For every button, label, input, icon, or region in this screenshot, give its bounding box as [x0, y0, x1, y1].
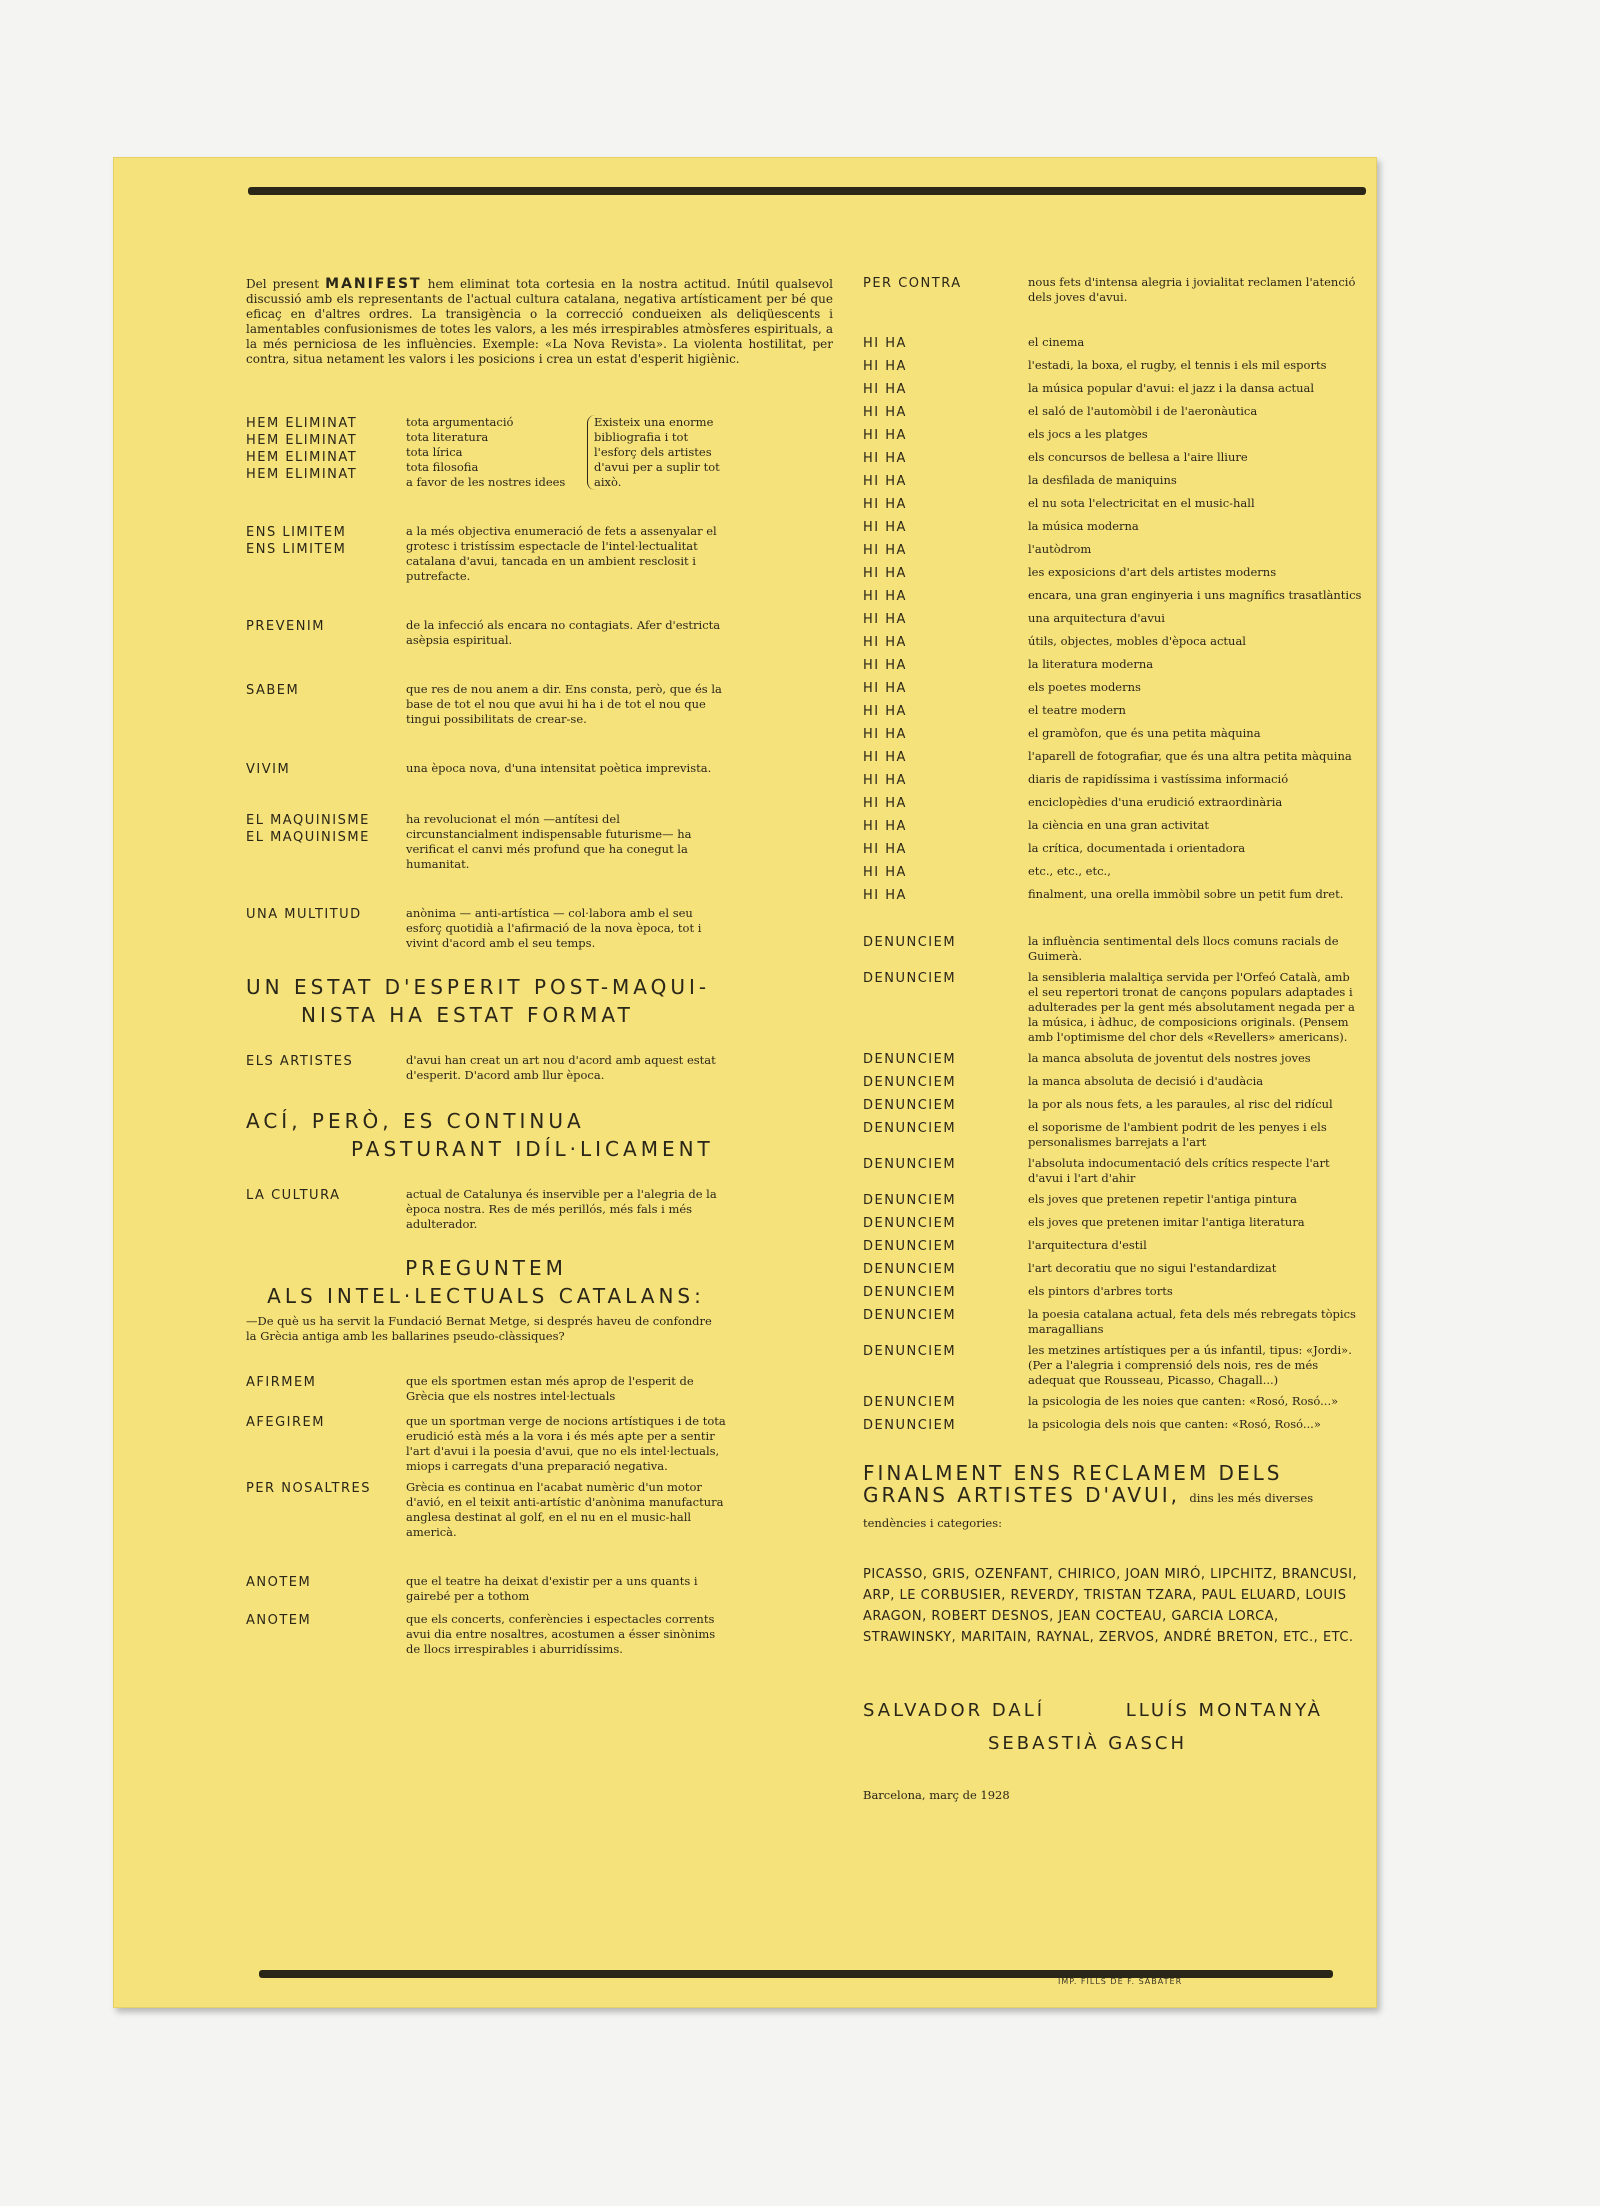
- hiha-item: el gramòfon, que és una petita màquina: [1028, 726, 1261, 740]
- afegirem-block: [246, 1414, 833, 1474]
- denunciem-row: [863, 1261, 1363, 1278]
- denunciem-item: l'absoluta indocumentació dels crítics respecte l'art d'avui i l'art d'ahir: [1028, 1156, 1330, 1185]
- anotem-text: que els concerts, conferències i espectacles corrents avui dia entre nosaltres, acostumen a ésser sinònims de llocs irrespirables i aburridíssims.: [406, 1612, 716, 1656]
- denunciem-label: DENUNCIEM: [863, 1098, 957, 1113]
- headline-line: PREGUNTEM: [405, 1256, 567, 1280]
- hiha-item: la ciència en una gran activitat: [1028, 818, 1209, 832]
- hiha-item: el nu sota l'electricitat en el music-hall: [1028, 496, 1255, 510]
- headline-line: PASTURANT IDÍL·LICAMENT: [351, 1137, 714, 1161]
- hiha-label: HI HA: [863, 428, 907, 443]
- vivim-label: VIVIM: [246, 762, 291, 777]
- limitem-text: a la més objectiva enumeració de fets a assenyalar el grotesc i tristíssim espectacle de l'intel·lectualitat catalana d'avui, tancada en un ambient resclosit i putrefacte.: [406, 524, 717, 583]
- hiha-item: la crítica, documentada i orientadora: [1028, 841, 1246, 855]
- denunciem-row: [863, 1307, 1363, 1337]
- hiha-list: [863, 335, 1363, 904]
- hiha-row: [863, 841, 1363, 858]
- afegirem-text: que un sportman verge de nocions artístiques i de tota erudició està més a la vora i és més apte per a sentir l'art d'avui i la poesia d'avui, que no els intel·lectuals, miops i carregats d'una preparació negativa.: [406, 1414, 726, 1473]
- denunciem-row: [863, 1074, 1363, 1091]
- denunciem-label: DENUNCIEM: [863, 1308, 957, 1323]
- preguntem-question: —De què us ha servit la Fundació Bernat Metge, si després haveu de confondre la Grècia antiga amb les ballarines pseudo-clàssiques?: [246, 1314, 712, 1343]
- hiha-row: [863, 634, 1363, 651]
- cultura-text: actual de Catalunya és inservible per a l'alegria de la època nostra. Res de més perillós, més fals i més adulterador.: [406, 1187, 717, 1231]
- denunciem-row: [863, 1051, 1363, 1068]
- hiha-label: HI HA: [863, 497, 907, 512]
- multitud-block: [246, 906, 833, 951]
- denunciem-row: [863, 1417, 1363, 1434]
- denunciem-item: el soporisme de l'ambient podrit de les penyes i els personalismes barrejats a l'art: [1028, 1120, 1327, 1149]
- hiha-label: HI HA: [863, 566, 907, 581]
- denunciem-row: [863, 1097, 1363, 1114]
- denunciem-label: DENUNCIEM: [863, 1121, 957, 1136]
- denunciem-label: DENUNCIEM: [863, 1285, 957, 1300]
- denunciem-label: DENUNCIEM: [863, 1418, 957, 1433]
- eliminat-line: tota argumentació: [406, 415, 514, 429]
- intro-paragraph: [246, 277, 833, 367]
- imprint: IMP. FILLS DE F. SABATER: [1058, 1977, 1183, 1986]
- denunciem-label: DENUNCIEM: [863, 935, 957, 950]
- hiha-item: finalment, una orella immòbil sobre un petit fum dret.: [1028, 887, 1344, 901]
- vivim-text: una època nova, d'una intensitat poètica imprevista.: [406, 761, 712, 775]
- hiha-row: [863, 887, 1363, 904]
- eliminat-line: tota literatura: [406, 430, 489, 444]
- limitem-label: ENS LIMITEM: [246, 525, 347, 540]
- denunciem-list: [863, 934, 1363, 1434]
- eliminat-lines: [406, 415, 581, 490]
- afirmem-text: que els sportmen estan més aprop de l'esperit de Grècia que els nostres intel·lectuals: [406, 1374, 694, 1403]
- denunciem-label: DENUNCIEM: [863, 971, 957, 986]
- hiha-row: [863, 611, 1363, 628]
- artistes-label: ELS ARTISTES: [246, 1054, 354, 1069]
- hiha-row: [863, 726, 1363, 743]
- denunciem-label: DENUNCIEM: [863, 1239, 957, 1254]
- anotem-block-2: [246, 1612, 833, 1657]
- eliminat-note: Existeix una enorme bibliografia i tot l'esforç dels artistes d'avui per a suplir tot això.: [587, 415, 729, 490]
- denunciem-item: la manca absoluta de joventut dels nostres joves: [1028, 1051, 1311, 1065]
- hiha-item: útils, objectes, mobles d'època actual: [1028, 634, 1246, 648]
- hiha-label: HI HA: [863, 681, 907, 696]
- denunciem-row: [863, 934, 1363, 964]
- prevenim-label: PREVENIM: [246, 619, 325, 634]
- eliminat-line: a favor de les nostres idees: [406, 475, 566, 489]
- artistes-text: d'avui han creat un art nou d'acord amb aquest estat d'esperit. D'acord amb llur època.: [406, 1053, 716, 1082]
- denunciem-item: els pintors d'arbres torts: [1028, 1284, 1173, 1298]
- anotem-text: que el teatre ha deixat d'existir per a uns quants i gairebé per a tothom: [406, 1574, 698, 1603]
- hiha-item: encara, una gran enginyeria i uns magnífics trasatlàntics: [1028, 588, 1362, 602]
- afegirem-label: AFEGIREM: [246, 1415, 325, 1430]
- eliminat-line: tota lírica: [406, 445, 463, 459]
- denunciem-row: [863, 1215, 1363, 1232]
- denunciem-item: l'arquitectura d'estil: [1028, 1238, 1147, 1252]
- hiha-row: [863, 703, 1363, 720]
- eliminat-labels: [246, 415, 406, 483]
- afirmem-block: [246, 1374, 833, 1404]
- hiha-item: els jocs a les platges: [1028, 427, 1148, 441]
- hiha-item: la música popular d'avui: el jazz i la dansa actual: [1028, 381, 1315, 395]
- eliminat-block: [246, 415, 833, 490]
- denunciem-row: [863, 1192, 1363, 1209]
- hiha-item: una arquitectura d'avui: [1028, 611, 1165, 625]
- signature-gasch: SEBASTIÀ GASCH: [988, 1733, 1188, 1754]
- denunciem-row: [863, 1343, 1363, 1388]
- cultura-label: LA CULTURA: [246, 1188, 341, 1203]
- hiha-row: [863, 335, 1363, 352]
- hiha-row: [863, 864, 1363, 881]
- denunciem-label: DENUNCIEM: [863, 1216, 957, 1231]
- hiha-item: diaris de rapidíssima i vastíssima informació: [1028, 772, 1289, 786]
- anotem-label: ANOTEM: [246, 1613, 312, 1628]
- hiha-row: [863, 542, 1363, 559]
- hiha-item: el teatre modern: [1028, 703, 1126, 717]
- denunciem-item: la sensibleria malaltiça servida per l'Orfeó Català, amb el seu repertori tronat de cançons populars adaptades i adulterades per la gent més absolutament negada per a la música, i àdhuc, de composicions originals. (Pensem amb l'optimisme del chor dels «Revellers» americans).: [1028, 970, 1355, 1044]
- limitem-labels: [246, 524, 406, 558]
- eliminat-line: tota filosofia: [406, 460, 479, 474]
- hiha-row: [863, 381, 1363, 398]
- denunciem-item: la influència sentimental dels llocs comuns racials de Guimerà.: [1028, 934, 1339, 963]
- headline-idillicament: [246, 1107, 833, 1163]
- hiha-item: etc., etc., etc.,: [1028, 864, 1111, 878]
- denunciem-item: els joves que pretenen imitar l'antiga literatura: [1028, 1215, 1305, 1229]
- manifest-keyword: MANIFEST: [325, 276, 422, 292]
- hiha-item: l'estadi, la boxa, el rugby, el tennis i els mil esports: [1028, 358, 1327, 372]
- hiha-item: l'autòdrom: [1028, 542, 1092, 556]
- denunciem-row: [863, 1120, 1363, 1150]
- hiha-label: HI HA: [863, 336, 907, 351]
- artists-list: PICASSO, GRIS, OZENFANT, CHIRICO, JOAN MIRÓ, LIPCHITZ, BRANCUSI, ARP, LE CORBUSIER, REVERDY, TRISTAN TZARA, PAUL ELUARD, LOUIS ARAGON, ROBERT DESNOS, JEAN COCTEAU, GARCIA LORCA, STRAWINSKY, MARITAIN, RAYNAL, ZERVOS, ANDRÉ BRETON, ETC., ETC.: [863, 1567, 1358, 1645]
- hiha-row: [863, 450, 1363, 467]
- place-date: Barcelona, març de 1928: [863, 1788, 1010, 1802]
- anotem-label: ANOTEM: [246, 1575, 312, 1590]
- hiha-row: [863, 496, 1363, 513]
- maquinisme-text: ha revolucionat el món —antítesi del circunstancialment indispensable futurisme— ha verificat el canvi més profund que ha conegut la humanitat.: [406, 812, 692, 871]
- hiha-row: [863, 427, 1363, 444]
- anotem-block-1: [246, 1574, 833, 1604]
- afirmem-label: AFIRMEM: [246, 1375, 317, 1390]
- intro-body: hem eliminat tota cortesia en la nostra actitud. Inútil qualsevol discussió amb els representants de l'actual cultura catalana, negativa artísticament per bé que eficaç en d'altres ordres. La transigència o la correcció condueixen als deliqüescents i lamentables confusionismes de totes les valors, a les més irrespirables atmòsferes espirituals, a la més perniciosa de les influències. Exemple: «La Nova Revista». La violenta hostilitat, per contra, situa netament les valors i les posicions i crea un estat d'esperit higiènic.: [246, 277, 833, 366]
- nosaltres-text: Grècia es continua en l'acabat numèric d'un motor d'avió, en el teixit anti-artístic d'anònima manufactura anglesa destinat al golf, en el nu en el music-hall americà.: [406, 1480, 724, 1539]
- denunciem-item: la poesia catalana actual, feta dels més rebregats tòpics maragallians: [1028, 1307, 1356, 1336]
- right-column: [863, 275, 1363, 1802]
- maquinisme-label: EL MAQUINISME: [246, 813, 370, 828]
- hiha-item: enciclopèdies d'una erudició extraordinària: [1028, 795, 1283, 809]
- headline-line: UN ESTAT D'ESPERIT POST-MAQUI-: [246, 975, 711, 999]
- headline-post-maquinista: [246, 973, 833, 1029]
- hiha-row: [863, 473, 1363, 490]
- hiha-label: HI HA: [863, 888, 907, 903]
- cultura-block: [246, 1187, 833, 1232]
- top-rule: [248, 187, 1366, 195]
- manifesto-canvas: [113, 157, 1377, 2008]
- hiha-item: la música moderna: [1028, 519, 1139, 533]
- denunciem-label: DENUNCIEM: [863, 1395, 957, 1410]
- finalment-heading: [863, 1462, 1363, 1534]
- denunciem-row: [863, 1284, 1363, 1301]
- denunciem-label: DENUNCIEM: [863, 1193, 957, 1208]
- multitud-text: anònima — anti-artística — col·labora amb el seu esforç quotidià a l'afirmació de la nova època, tot i vivint d'acord amb el seu temps.: [406, 906, 702, 950]
- hiha-label: HI HA: [863, 405, 907, 420]
- eliminat-label: HEM ELIMINAT: [246, 416, 358, 431]
- headline-line: NISTA HA ESTAT FORMAT: [301, 1003, 634, 1027]
- percontra-block: [863, 275, 1363, 305]
- signatures: [863, 1700, 1363, 1754]
- denunciem-row: [863, 1156, 1363, 1186]
- denunciem-row: [863, 970, 1363, 1045]
- denunciem-item: la manca absoluta de decisió i d'audàcia: [1028, 1074, 1264, 1088]
- hiha-label: HI HA: [863, 819, 907, 834]
- hiha-item: la desfilada de maniquins: [1028, 473, 1177, 487]
- sabem-label: SABEM: [246, 683, 300, 698]
- hiha-row: [863, 818, 1363, 835]
- hiha-label: HI HA: [863, 543, 907, 558]
- eliminat-label: HEM ELIMINAT: [246, 433, 358, 448]
- denunciem-label: DENUNCIEM: [863, 1262, 957, 1277]
- sabem-block: [246, 682, 833, 727]
- hiha-item: els poetes moderns: [1028, 680, 1141, 694]
- intro-prefix: Del present: [246, 277, 320, 291]
- maquinisme-block: [246, 812, 833, 872]
- eliminat-label: HEM ELIMINAT: [246, 467, 358, 482]
- denunciem-item: les metzines artístiques per a ús infantil, tipus: «Jordi». (Per a l'alegria i comprensió dels nois, res de més adequat que Rousseau, Picasso, Chagall...): [1028, 1343, 1352, 1387]
- finalment-line: GRANS ARTISTES D'AVUI,: [863, 1483, 1180, 1507]
- hiha-label: HI HA: [863, 865, 907, 880]
- hiha-label: HI HA: [863, 589, 907, 604]
- denunciem-item: l'art decoratiu que no sigui l'estandardizat: [1028, 1261, 1277, 1275]
- denunciem-label: DENUNCIEM: [863, 1157, 957, 1172]
- hiha-label: HI HA: [863, 474, 907, 489]
- hiha-label: HI HA: [863, 382, 907, 397]
- hiha-item: l'aparell de fotografiar, que és una altra petita màquina: [1028, 749, 1352, 763]
- eliminat-label: HEM ELIMINAT: [246, 450, 358, 465]
- headline-line: ALS INTEL·LECTUALS CATALANS:: [267, 1284, 705, 1308]
- denunciem-label: DENUNCIEM: [863, 1052, 957, 1067]
- hiha-row: [863, 358, 1363, 375]
- hiha-label: HI HA: [863, 658, 907, 673]
- headline-line: ACÍ, PERÒ, ES CONTINUA: [246, 1109, 585, 1133]
- headline-preguntem: [246, 1254, 726, 1310]
- vivim-block: [246, 761, 833, 778]
- hiha-row: [863, 657, 1363, 674]
- nosaltres-label: PER NOSALTRES: [246, 1481, 371, 1496]
- hiha-row: [863, 772, 1363, 789]
- hiha-label: HI HA: [863, 796, 907, 811]
- denunciem-row: [863, 1238, 1363, 1255]
- hiha-label: HI HA: [863, 842, 907, 857]
- hiha-row: [863, 795, 1363, 812]
- sabem-text: que res de nou anem a dir. Ens consta, però, que és la base de tot el nou que avui hi ha i de tot el nou que tingui possibilitats de crear-se.: [406, 682, 722, 726]
- hiha-label: HI HA: [863, 359, 907, 374]
- hiha-label: HI HA: [863, 727, 907, 742]
- left-column: [246, 277, 833, 1657]
- denunciem-label: DENUNCIEM: [863, 1075, 957, 1090]
- hiha-label: HI HA: [863, 773, 907, 788]
- hiha-item: el saló de l'automòbil i de l'aeronàutica: [1028, 404, 1258, 418]
- denunciem-item: la por als nous fets, a les paraules, al risc del ridícul: [1028, 1097, 1333, 1111]
- hiha-label: HI HA: [863, 520, 907, 535]
- percontra-label: PER CONTRA: [863, 276, 962, 291]
- denunciem-label: DENUNCIEM: [863, 1344, 957, 1359]
- artistes-block: [246, 1053, 833, 1083]
- signature-dali: SALVADOR DALÍ: [863, 1700, 1046, 1721]
- finalment-line: FINALMENT ENS RECLAMEM DELS: [863, 1461, 1283, 1485]
- hiha-label: HI HA: [863, 635, 907, 650]
- hiha-item: els concursos de bellesa a l'aire lliure: [1028, 450, 1248, 464]
- hiha-row: [863, 565, 1363, 582]
- finalment-tail: dins les més diverses tendències i categories:: [863, 1491, 1314, 1530]
- hiha-label: HI HA: [863, 750, 907, 765]
- hiha-row: [863, 680, 1363, 697]
- limitem-label: ENS LIMITEM: [246, 542, 347, 557]
- percontra-text: nous fets d'intensa alegria i jovialitat reclamen l'atenció dels joves d'avui.: [1028, 275, 1356, 304]
- maquinisme-labels: [246, 812, 406, 846]
- hiha-label: HI HA: [863, 451, 907, 466]
- denunciem-item: la psicologia dels nois que canten: «Rosó, Rosó...»: [1028, 1417, 1321, 1431]
- hiha-row: [863, 404, 1363, 421]
- prevenim-text: de la infecció als encara no contagiats. Afer d'estricta asèpsia espiritual.: [406, 618, 721, 647]
- limitem-block: [246, 524, 833, 584]
- denunciem-item: la psicologia de les noies que canten: «Rosó, Rosó...»: [1028, 1394, 1339, 1408]
- maquinisme-label: EL MAQUINISME: [246, 830, 370, 845]
- denunciem-item: els joves que pretenen repetir l'antiga pintura: [1028, 1192, 1298, 1206]
- signature-montanya: LLUÍS MONTANYÀ: [1125, 1700, 1323, 1721]
- denunciem-row: [863, 1394, 1363, 1411]
- hiha-item: les exposicions d'art dels artistes moderns: [1028, 565, 1277, 579]
- hiha-row: [863, 749, 1363, 766]
- hiha-item: el cinema: [1028, 335, 1085, 349]
- nosaltres-block: [246, 1480, 833, 1540]
- hiha-label: HI HA: [863, 704, 907, 719]
- prevenim-block: [246, 618, 833, 648]
- multitud-label: UNA MULTITUD: [246, 907, 362, 922]
- hiha-row: [863, 588, 1363, 605]
- hiha-row: [863, 519, 1363, 536]
- hiha-label: HI HA: [863, 612, 907, 627]
- hiha-item: la literatura moderna: [1028, 657, 1154, 671]
